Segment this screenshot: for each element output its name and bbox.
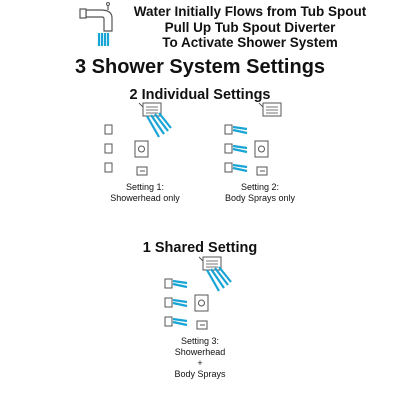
setting-1-diagram <box>105 103 171 175</box>
intro-line-1: Water Initially Flows from Tub Spout <box>133 4 367 19</box>
body-spray-water <box>233 127 247 171</box>
body-spray-water <box>173 281 187 325</box>
setting-1-caption <box>95 182 195 204</box>
valve-icon <box>135 141 148 157</box>
shared-setting-heading: 1 Shared Setting <box>142 240 258 256</box>
showerhead-icon <box>199 257 221 270</box>
intro-text <box>105 4 395 51</box>
body-spray-icon <box>225 125 232 172</box>
setting-3-caption <box>150 336 250 380</box>
setting-3-diagram <box>165 257 231 329</box>
valve-icon <box>195 295 208 311</box>
setting-3-desc-2: Body Sprays <box>174 369 226 379</box>
setting-1-desc: Showerhead only <box>110 193 180 203</box>
setting-2-title: Setting 2: <box>240 182 280 192</box>
body-spray-icon <box>165 279 172 326</box>
setting-3-title: Setting 3: <box>180 336 220 346</box>
diverter-icon <box>257 167 267 175</box>
setting-3-plus: + <box>197 358 203 368</box>
diverter-icon <box>197 321 207 329</box>
showerhead-water <box>207 267 231 291</box>
intro-line-2: Pull Up Tub Spout Diverter <box>164 19 336 35</box>
intro-line-3: To Activate Shower System <box>162 35 338 50</box>
diverter-icon <box>137 167 147 175</box>
valve-icon <box>255 141 268 157</box>
body-spray-icon <box>105 125 112 172</box>
showerhead-water <box>147 113 171 137</box>
showerhead-icon <box>259 103 281 116</box>
setting-2-caption <box>210 182 310 204</box>
setting-2-diagram <box>225 103 281 175</box>
showerhead-icon <box>139 103 161 116</box>
individual-settings-heading: 2 Individual Settings <box>129 87 271 103</box>
setting-2-desc: Body Sprays only <box>224 193 296 203</box>
main-title: 3 Shower System Settings <box>74 56 326 78</box>
setting-3-desc-1: Showerhead <box>174 347 226 357</box>
setting-1-title: Setting 1: <box>125 182 165 192</box>
